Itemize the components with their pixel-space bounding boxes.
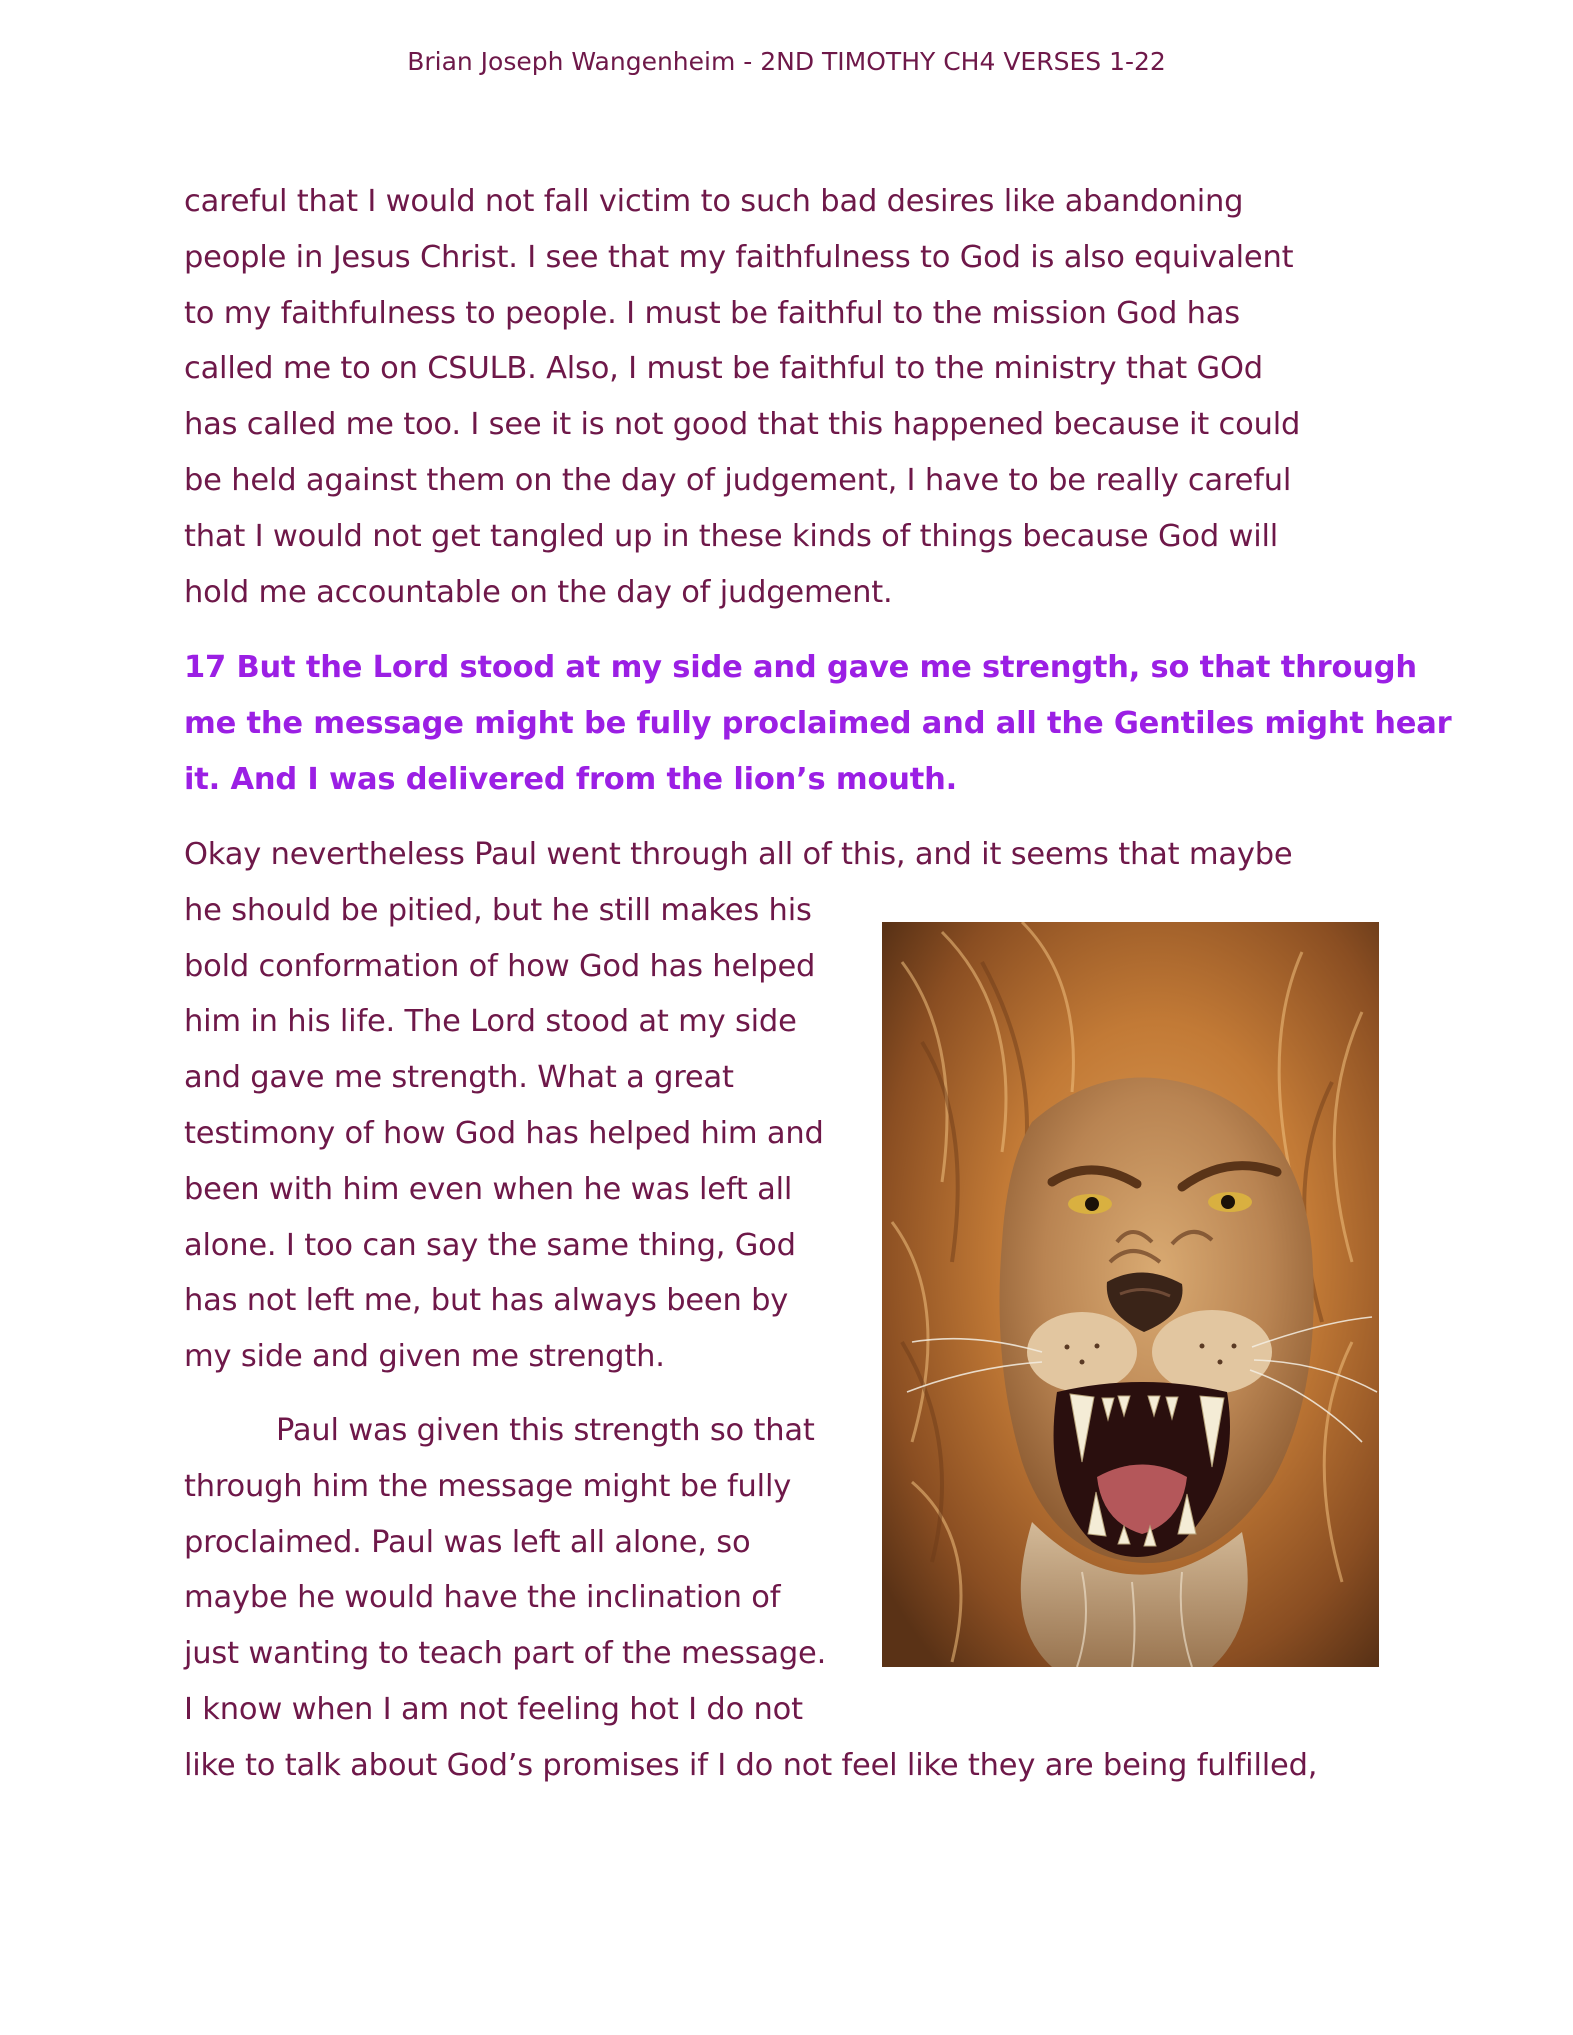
- verse-line: it. And I was delivered from the lion’s mouth.: [184, 761, 958, 797]
- text-line: hold me accountable on the day of judgement.: [184, 574, 893, 610]
- text-line: called me to on CSULB. Also, I must be faithful to the ministry that GOd: [184, 351, 1263, 387]
- lion-illustration: [882, 922, 1379, 1667]
- text-line: I know when I am not feeling hot I do not: [184, 1691, 803, 1727]
- text-line: that I would not get tangled up in these kinds of things because God will: [184, 518, 1279, 554]
- text-line: maybe he would have the inclination of: [184, 1580, 781, 1616]
- verse-line: me the message might be fully proclaimed and all the Gentiles might hear: [184, 705, 1452, 741]
- text-line: and gave me strength. What a great: [184, 1060, 734, 1096]
- text-line: through him the message might be fully: [184, 1468, 792, 1504]
- text-line: him in his life. The Lord stood at my side: [184, 1004, 797, 1040]
- text-line: just wanting to teach part of the message.: [184, 1636, 827, 1672]
- text-line: he should be pitied, but he still makes his: [184, 892, 812, 928]
- text-line-content: Paul was given this strength so that: [276, 1413, 815, 1448]
- text-line: proclaimed. Paul was left all alone, so: [184, 1524, 751, 1560]
- text-line: people in Jesus Christ. I see that my faithfulness to God is also equivalent: [184, 239, 1294, 275]
- text-line: bold conformation of how God has helped: [184, 948, 816, 984]
- text-line: has not left me, but has always been by: [184, 1283, 789, 1319]
- text-line: my side and given me strength.: [184, 1339, 665, 1375]
- roaring-lion-photo: [882, 922, 1379, 1667]
- scripture-verse-17: [184, 640, 1451, 807]
- text-line: Okay nevertheless Paul went through all of this, and it seems that maybe: [184, 837, 1293, 872]
- paragraph-commentary-1: [184, 174, 1300, 620]
- verse-line: 17 But the Lord stood at my side and gave me strength, so that through: [184, 650, 1417, 685]
- page-header: Brian Joseph Wangenheim - 2ND TIMOTHY CH4 VERSES 1-22: [407, 47, 1166, 76]
- text-line: alone. I too can say the same thing, God: [184, 1227, 796, 1263]
- text-line: has called me too. I see it is not good that this happened because it could: [184, 407, 1301, 443]
- text-line: careful that I would not fall victim to such bad desires like abandoning: [184, 184, 1244, 219]
- text-line: testimony of how God has helped him and: [184, 1115, 824, 1151]
- text-line: like to talk about God’s promises if I do not feel like they are being fulfilled,: [184, 1747, 1318, 1783]
- text-line: been with him even when he was left all: [184, 1171, 793, 1207]
- text-line: be held against them on the day of judgement, I have to be really careful: [184, 462, 1292, 498]
- text-line: to my faithfulness to people. I must be faithful to the mission God has: [184, 295, 1240, 331]
